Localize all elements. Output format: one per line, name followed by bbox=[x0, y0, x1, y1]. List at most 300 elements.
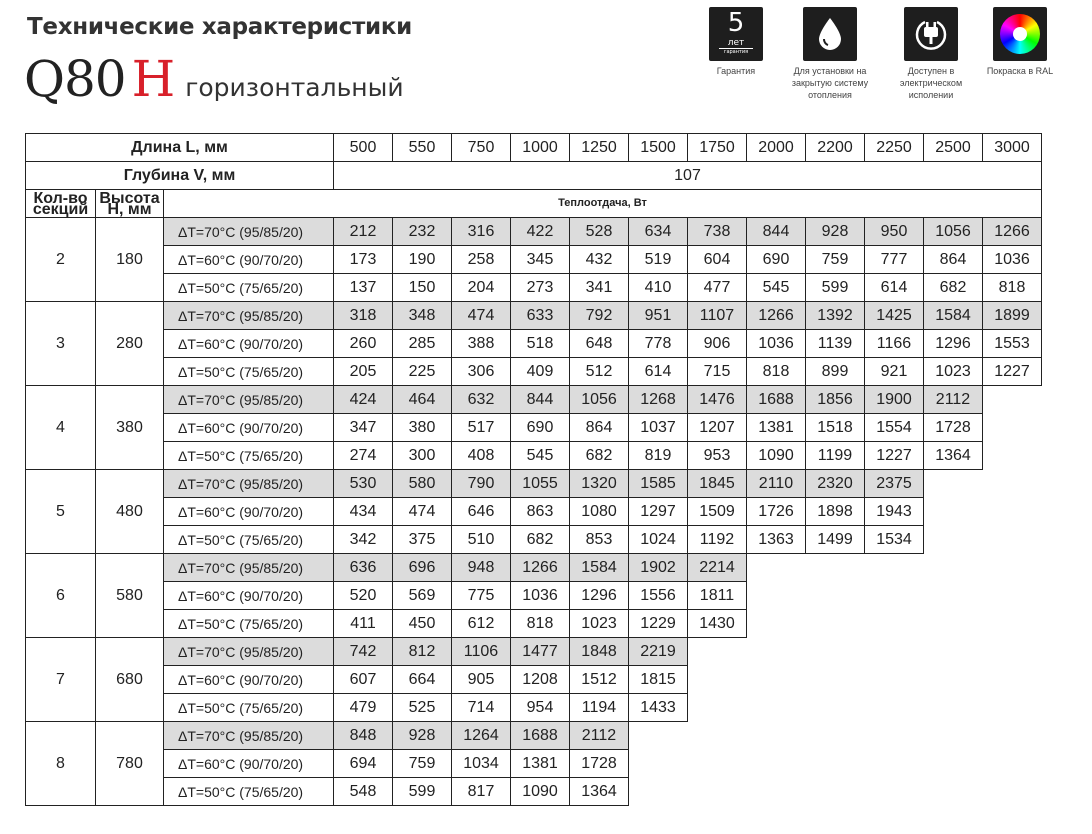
empty-cell bbox=[865, 778, 924, 806]
table-row bbox=[26, 470, 1042, 498]
heat-value: 2110 bbox=[747, 470, 806, 498]
heat-value: 928 bbox=[806, 218, 865, 246]
empty-cell bbox=[688, 694, 747, 722]
heat-value: 1227 bbox=[865, 442, 924, 470]
empty-cell bbox=[747, 582, 806, 610]
delta-t-label: ΔT=50°C (75/65/20) bbox=[164, 694, 334, 722]
heat-value: 775 bbox=[452, 582, 511, 610]
table-row bbox=[26, 358, 1042, 386]
heat-value: 812 bbox=[393, 638, 452, 666]
empty-cell bbox=[924, 610, 983, 638]
heat-value: 1024 bbox=[629, 526, 688, 554]
heat-value: 1425 bbox=[865, 302, 924, 330]
warranty-icon bbox=[709, 7, 763, 61]
heat-value: 607 bbox=[334, 666, 393, 694]
depth-value: 107 bbox=[334, 162, 1042, 190]
empty-cell bbox=[983, 386, 1042, 414]
empty-cell bbox=[747, 554, 806, 582]
empty-cell bbox=[747, 694, 806, 722]
delta-t-label: ΔT=60°C (90/70/20) bbox=[164, 246, 334, 274]
heat-value: 477 bbox=[688, 274, 747, 302]
heat-value: 950 bbox=[865, 218, 924, 246]
heat-value: 411 bbox=[334, 610, 393, 638]
table-row bbox=[26, 610, 1042, 638]
heat-value: 345 bbox=[511, 246, 570, 274]
heat-value: 817 bbox=[452, 778, 511, 806]
height-value: 280 bbox=[96, 302, 164, 386]
empty-cell bbox=[806, 750, 865, 778]
heat-value: 1899 bbox=[983, 302, 1042, 330]
model-type: горизонтальный bbox=[185, 73, 404, 102]
empty-cell bbox=[983, 442, 1042, 470]
heat-value: 690 bbox=[747, 246, 806, 274]
empty-cell bbox=[688, 666, 747, 694]
empty-cell bbox=[865, 694, 924, 722]
heat-value: 1080 bbox=[570, 498, 629, 526]
length-value: 2250 bbox=[865, 134, 924, 162]
heat-value: 1208 bbox=[511, 666, 570, 694]
height-value: 180 bbox=[96, 218, 164, 302]
heat-value: 450 bbox=[393, 610, 452, 638]
empty-cell bbox=[924, 526, 983, 554]
empty-cell bbox=[865, 610, 924, 638]
heat-value: 525 bbox=[393, 694, 452, 722]
heat-value: 778 bbox=[629, 330, 688, 358]
length-value: 1250 bbox=[570, 134, 629, 162]
heat-value: 1106 bbox=[452, 638, 511, 666]
heat-value: 510 bbox=[452, 526, 511, 554]
heat-value: 844 bbox=[511, 386, 570, 414]
delta-t-label: ΔT=70°C (95/85/20) bbox=[164, 386, 334, 414]
empty-cell bbox=[629, 722, 688, 750]
length-value: 750 bbox=[452, 134, 511, 162]
heat-value: 906 bbox=[688, 330, 747, 358]
heat-value: 388 bbox=[452, 330, 511, 358]
heat-value: 2375 bbox=[865, 470, 924, 498]
length-value: 500 bbox=[334, 134, 393, 162]
empty-cell bbox=[688, 750, 747, 778]
heat-value: 1266 bbox=[983, 218, 1042, 246]
empty-cell bbox=[806, 610, 865, 638]
heat-value: 864 bbox=[570, 414, 629, 442]
electric-plug-icon bbox=[904, 7, 958, 61]
empty-cell bbox=[806, 582, 865, 610]
heat-value: 1268 bbox=[629, 386, 688, 414]
heat-value: 517 bbox=[452, 414, 511, 442]
heat-value: 899 bbox=[806, 358, 865, 386]
heat-value: 2214 bbox=[688, 554, 747, 582]
table-row bbox=[26, 246, 1042, 274]
heat-value: 738 bbox=[688, 218, 747, 246]
delta-t-label: ΔT=70°C (95/85/20) bbox=[164, 302, 334, 330]
table-row bbox=[26, 750, 1042, 778]
table-row bbox=[26, 638, 1042, 666]
sections-count: 4 bbox=[26, 386, 96, 470]
table-row bbox=[26, 442, 1042, 470]
heat-value: 1728 bbox=[570, 750, 629, 778]
empty-cell bbox=[983, 638, 1042, 666]
length-value: 1500 bbox=[629, 134, 688, 162]
heat-value: 759 bbox=[393, 750, 452, 778]
empty-cell bbox=[865, 666, 924, 694]
heat-value: 260 bbox=[334, 330, 393, 358]
heat-value: 928 bbox=[393, 722, 452, 750]
heat-value: 633 bbox=[511, 302, 570, 330]
empty-cell bbox=[983, 778, 1042, 806]
heat-value: 848 bbox=[334, 722, 393, 750]
length-value: 3000 bbox=[983, 134, 1042, 162]
heat-value: 818 bbox=[747, 358, 806, 386]
heat-value: 2219 bbox=[629, 638, 688, 666]
heat-value: 863 bbox=[511, 498, 570, 526]
heat-value: 474 bbox=[452, 302, 511, 330]
empty-cell bbox=[806, 666, 865, 694]
empty-cell bbox=[983, 666, 1042, 694]
heat-value: 790 bbox=[452, 470, 511, 498]
heat-value: 818 bbox=[983, 274, 1042, 302]
heat-value: 664 bbox=[393, 666, 452, 694]
heat-value: 853 bbox=[570, 526, 629, 554]
heat-value: 342 bbox=[334, 526, 393, 554]
heat-value: 1688 bbox=[747, 386, 806, 414]
empty-cell bbox=[983, 498, 1042, 526]
length-value: 550 bbox=[393, 134, 452, 162]
empty-cell bbox=[865, 722, 924, 750]
length-row bbox=[26, 134, 1042, 162]
heat-value: 612 bbox=[452, 610, 511, 638]
heat-value: 1848 bbox=[570, 638, 629, 666]
empty-cell bbox=[629, 778, 688, 806]
heat-value: 921 bbox=[865, 358, 924, 386]
delta-t-label: ΔT=70°C (95/85/20) bbox=[164, 722, 334, 750]
heat-value: 1476 bbox=[688, 386, 747, 414]
empty-cell bbox=[806, 778, 865, 806]
heat-value: 742 bbox=[334, 638, 393, 666]
heat-label: Теплоотдача, Вт bbox=[164, 190, 1042, 218]
height-value: 680 bbox=[96, 638, 164, 722]
heat-value: 1194 bbox=[570, 694, 629, 722]
ral-caption: Покраска в RAL bbox=[986, 66, 1054, 76]
empty-cell bbox=[924, 582, 983, 610]
heat-value: 190 bbox=[393, 246, 452, 274]
heat-value: 212 bbox=[334, 218, 393, 246]
heat-value: 306 bbox=[452, 358, 511, 386]
heat-value: 1845 bbox=[688, 470, 747, 498]
heat-value: 632 bbox=[452, 386, 511, 414]
length-label: Длина L, мм bbox=[26, 134, 334, 162]
heat-value: 1902 bbox=[629, 554, 688, 582]
empty-cell bbox=[747, 750, 806, 778]
heat-value: 604 bbox=[688, 246, 747, 274]
heat-value: 1056 bbox=[924, 218, 983, 246]
heat-value: 1726 bbox=[747, 498, 806, 526]
heat-value: 1227 bbox=[983, 358, 1042, 386]
sections-count: 8 bbox=[26, 722, 96, 806]
empty-cell bbox=[865, 638, 924, 666]
delta-t-label: ΔT=60°C (90/70/20) bbox=[164, 414, 334, 442]
heat-value: 528 bbox=[570, 218, 629, 246]
heat-value: 682 bbox=[511, 526, 570, 554]
model-code: Q80 bbox=[24, 50, 126, 108]
delta-t-label: ΔT=50°C (75/65/20) bbox=[164, 610, 334, 638]
heat-value: 818 bbox=[511, 610, 570, 638]
heat-value: 285 bbox=[393, 330, 452, 358]
heat-value: 1090 bbox=[747, 442, 806, 470]
heat-value: 434 bbox=[334, 498, 393, 526]
warranty-unit: лет bbox=[727, 38, 745, 48]
heat-value: 696 bbox=[393, 554, 452, 582]
empty-cell bbox=[806, 722, 865, 750]
heat-value: 819 bbox=[629, 442, 688, 470]
heat-value: 316 bbox=[452, 218, 511, 246]
heat-value: 1585 bbox=[629, 470, 688, 498]
delta-t-label: ΔT=70°C (95/85/20) bbox=[164, 638, 334, 666]
heat-value: 948 bbox=[452, 554, 511, 582]
heat-value: 347 bbox=[334, 414, 393, 442]
delta-t-label: ΔT=70°C (95/85/20) bbox=[164, 470, 334, 498]
heat-value: 648 bbox=[570, 330, 629, 358]
table-row bbox=[26, 218, 1042, 246]
heat-value: 1166 bbox=[865, 330, 924, 358]
heat-value: 2112 bbox=[924, 386, 983, 414]
heat-value: 1107 bbox=[688, 302, 747, 330]
heat-value: 1296 bbox=[570, 582, 629, 610]
heat-value: 380 bbox=[393, 414, 452, 442]
table-row bbox=[26, 330, 1042, 358]
warranty-years: 5 bbox=[727, 8, 745, 38]
warranty-sub: гарантия bbox=[723, 49, 749, 55]
heat-value: 1900 bbox=[865, 386, 924, 414]
height-value: 580 bbox=[96, 554, 164, 638]
empty-cell bbox=[983, 470, 1042, 498]
heat-value: 1499 bbox=[806, 526, 865, 554]
sections-count: 7 bbox=[26, 638, 96, 722]
heat-value: 1264 bbox=[452, 722, 511, 750]
heat-value: 348 bbox=[393, 302, 452, 330]
electric-badge bbox=[881, 7, 981, 101]
color-wheel-icon bbox=[993, 7, 1047, 61]
delta-t-label: ΔT=50°C (75/65/20) bbox=[164, 526, 334, 554]
height-value: 480 bbox=[96, 470, 164, 554]
heat-value: 1229 bbox=[629, 610, 688, 638]
heat-value: 614 bbox=[865, 274, 924, 302]
heat-value: 1090 bbox=[511, 778, 570, 806]
heat-value: 1023 bbox=[924, 358, 983, 386]
heat-value: 1364 bbox=[924, 442, 983, 470]
heat-value: 1556 bbox=[629, 582, 688, 610]
delta-t-label: ΔT=60°C (90/70/20) bbox=[164, 750, 334, 778]
empty-cell bbox=[924, 694, 983, 722]
heat-value: 375 bbox=[393, 526, 452, 554]
empty-cell bbox=[924, 498, 983, 526]
empty-cell bbox=[747, 778, 806, 806]
depth-label: Глубина V, мм bbox=[26, 162, 334, 190]
empty-cell bbox=[747, 666, 806, 694]
sections-count: 6 bbox=[26, 554, 96, 638]
heat-value: 905 bbox=[452, 666, 511, 694]
heat-value: 1363 bbox=[747, 526, 806, 554]
heat-value: 694 bbox=[334, 750, 393, 778]
length-value: 1000 bbox=[511, 134, 570, 162]
heat-value: 274 bbox=[334, 442, 393, 470]
empty-cell bbox=[924, 638, 983, 666]
empty-cell bbox=[983, 722, 1042, 750]
closed-system-caption: Для установки на закрытую систему отопления bbox=[791, 66, 869, 100]
heat-value: 1296 bbox=[924, 330, 983, 358]
table-row bbox=[26, 526, 1042, 554]
empty-cell bbox=[924, 666, 983, 694]
delta-t-label: ΔT=60°C (90/70/20) bbox=[164, 582, 334, 610]
heat-value: 951 bbox=[629, 302, 688, 330]
empty-cell bbox=[747, 610, 806, 638]
heat-value: 173 bbox=[334, 246, 393, 274]
table-row bbox=[26, 554, 1042, 582]
heat-value: 1036 bbox=[511, 582, 570, 610]
empty-cell bbox=[983, 554, 1042, 582]
heat-value: 232 bbox=[393, 218, 452, 246]
sections-count: 2 bbox=[26, 218, 96, 302]
heat-value: 714 bbox=[452, 694, 511, 722]
heat-value: 1584 bbox=[924, 302, 983, 330]
delta-t-label: ΔT=50°C (75/65/20) bbox=[164, 778, 334, 806]
heat-value: 1266 bbox=[747, 302, 806, 330]
empty-cell bbox=[747, 638, 806, 666]
heat-value: 545 bbox=[747, 274, 806, 302]
heat-value: 422 bbox=[511, 218, 570, 246]
heat-value: 953 bbox=[688, 442, 747, 470]
table-row bbox=[26, 274, 1042, 302]
heat-value: 518 bbox=[511, 330, 570, 358]
warranty-badge bbox=[686, 7, 786, 77]
empty-cell bbox=[688, 722, 747, 750]
delta-t-label: ΔT=70°C (95/85/20) bbox=[164, 218, 334, 246]
length-value: 2200 bbox=[806, 134, 865, 162]
height-value: 780 bbox=[96, 722, 164, 806]
heat-value: 1266 bbox=[511, 554, 570, 582]
model-letter: H bbox=[131, 50, 176, 108]
heat-value: 225 bbox=[393, 358, 452, 386]
heat-value: 1433 bbox=[629, 694, 688, 722]
heat-value: 682 bbox=[924, 274, 983, 302]
model-name bbox=[24, 50, 404, 108]
heat-value: 690 bbox=[511, 414, 570, 442]
heat-value: 1430 bbox=[688, 610, 747, 638]
heat-value: 1297 bbox=[629, 498, 688, 526]
heat-value: 864 bbox=[924, 246, 983, 274]
heat-value: 408 bbox=[452, 442, 511, 470]
delta-t-label: ΔT=60°C (90/70/20) bbox=[164, 330, 334, 358]
heat-value: 1192 bbox=[688, 526, 747, 554]
table-row bbox=[26, 722, 1042, 750]
heat-value: 1036 bbox=[747, 330, 806, 358]
heat-value: 1553 bbox=[983, 330, 1042, 358]
delta-t-label: ΔT=50°C (75/65/20) bbox=[164, 274, 334, 302]
heat-value: 1381 bbox=[511, 750, 570, 778]
heat-value: 204 bbox=[452, 274, 511, 302]
electric-caption: Доступен в электрическом исполении bbox=[899, 66, 963, 100]
empty-cell bbox=[924, 722, 983, 750]
subheader-row bbox=[26, 190, 1042, 218]
heat-value: 1898 bbox=[806, 498, 865, 526]
heat-value: 715 bbox=[688, 358, 747, 386]
delta-t-label: ΔT=70°C (95/85/20) bbox=[164, 554, 334, 582]
heat-value: 1055 bbox=[511, 470, 570, 498]
table-row bbox=[26, 778, 1042, 806]
length-value: 1750 bbox=[688, 134, 747, 162]
heat-value: 409 bbox=[511, 358, 570, 386]
heat-value: 614 bbox=[629, 358, 688, 386]
table-row bbox=[26, 498, 1042, 526]
heat-value: 1518 bbox=[806, 414, 865, 442]
heat-value: 474 bbox=[393, 498, 452, 526]
heat-value: 424 bbox=[334, 386, 393, 414]
heat-value: 1207 bbox=[688, 414, 747, 442]
empty-cell bbox=[806, 694, 865, 722]
heat-value: 1688 bbox=[511, 722, 570, 750]
heat-value: 1034 bbox=[452, 750, 511, 778]
heat-value: 646 bbox=[452, 498, 511, 526]
page-title: Технические характеристики bbox=[27, 14, 412, 40]
heat-value: 1512 bbox=[570, 666, 629, 694]
empty-cell bbox=[806, 638, 865, 666]
heat-value: 479 bbox=[334, 694, 393, 722]
empty-cell bbox=[865, 750, 924, 778]
empty-cell bbox=[983, 414, 1042, 442]
heat-value: 464 bbox=[393, 386, 452, 414]
heat-value: 1364 bbox=[570, 778, 629, 806]
empty-cell bbox=[983, 582, 1042, 610]
closed-system-badge bbox=[780, 7, 880, 101]
table-row bbox=[26, 386, 1042, 414]
height-value: 380 bbox=[96, 386, 164, 470]
table-row bbox=[26, 582, 1042, 610]
spec-table bbox=[25, 133, 1042, 806]
sections-label: Кол-во секций bbox=[26, 190, 96, 218]
warranty-caption: Гарантия bbox=[716, 66, 756, 76]
heat-value: 580 bbox=[393, 470, 452, 498]
table-row bbox=[26, 302, 1042, 330]
heat-value: 1381 bbox=[747, 414, 806, 442]
empty-cell bbox=[983, 610, 1042, 638]
heat-value: 682 bbox=[570, 442, 629, 470]
ral-badge bbox=[970, 7, 1070, 77]
sections-count: 5 bbox=[26, 470, 96, 554]
heat-value: 792 bbox=[570, 302, 629, 330]
heat-value: 300 bbox=[393, 442, 452, 470]
heat-value: 273 bbox=[511, 274, 570, 302]
heat-value: 548 bbox=[334, 778, 393, 806]
length-value: 2500 bbox=[924, 134, 983, 162]
heat-value: 599 bbox=[393, 778, 452, 806]
empty-cell bbox=[983, 526, 1042, 554]
empty-cell bbox=[806, 554, 865, 582]
water-drop-icon bbox=[803, 7, 857, 61]
delta-t-label: ΔT=60°C (90/70/20) bbox=[164, 498, 334, 526]
table-row bbox=[26, 414, 1042, 442]
heat-value: 1943 bbox=[865, 498, 924, 526]
empty-cell bbox=[688, 778, 747, 806]
heat-value: 599 bbox=[806, 274, 865, 302]
depth-row bbox=[26, 162, 1042, 190]
empty-cell bbox=[688, 638, 747, 666]
heat-value: 1139 bbox=[806, 330, 865, 358]
heat-value: 1815 bbox=[629, 666, 688, 694]
empty-cell bbox=[924, 470, 983, 498]
empty-cell bbox=[865, 554, 924, 582]
heat-value: 205 bbox=[334, 358, 393, 386]
heat-value: 636 bbox=[334, 554, 393, 582]
heat-value: 569 bbox=[393, 582, 452, 610]
